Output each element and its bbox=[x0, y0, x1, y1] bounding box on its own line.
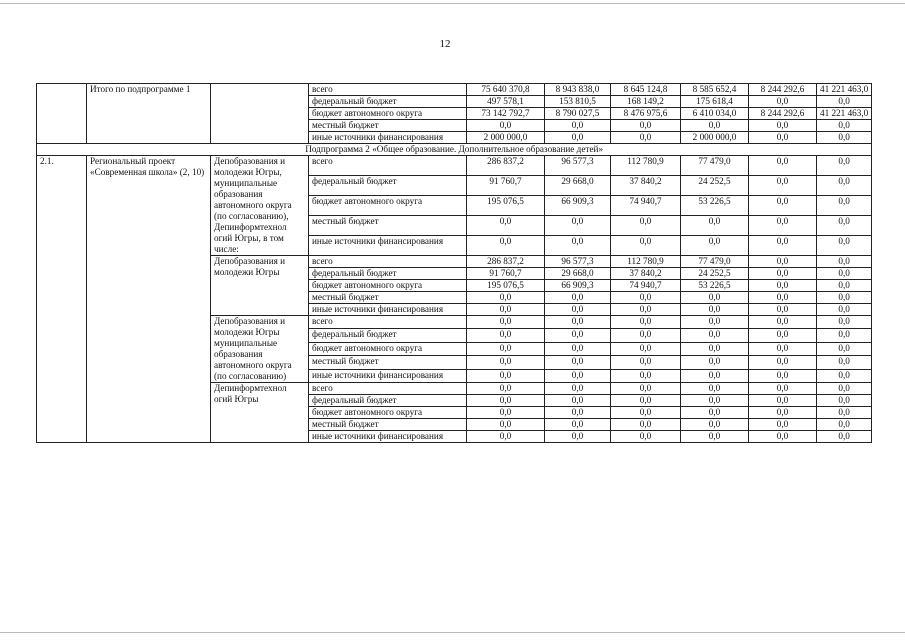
subprogram-title: Подпрограмма 2 «Общее образование. Дополнительное образование детей» bbox=[37, 144, 872, 156]
amount-cell: 0,0 bbox=[545, 316, 611, 329]
amount-cell: 6 410 034,0 bbox=[681, 108, 749, 120]
amount-cell: 0,0 bbox=[467, 369, 545, 382]
amount-cell: 0,0 bbox=[817, 256, 872, 268]
amount-cell: 0,0 bbox=[545, 132, 611, 144]
amount-cell: 0,0 bbox=[545, 383, 611, 395]
funding-source: иные источники финансирования bbox=[309, 304, 467, 316]
amount-cell: 0,0 bbox=[611, 316, 681, 329]
amount-cell: 0,0 bbox=[817, 120, 872, 132]
amount-cell: 73 142 792,7 bbox=[467, 108, 545, 120]
amount-cell: 0,0 bbox=[611, 383, 681, 395]
amount-cell: 37 840,2 bbox=[611, 176, 681, 196]
funding-source: федеральный бюджет bbox=[309, 96, 467, 108]
amount-cell: 8 476 975,6 bbox=[611, 108, 681, 120]
executor-cell bbox=[211, 84, 309, 144]
amount-cell: 41 221 463,0 bbox=[817, 108, 872, 120]
amount-cell: 0,0 bbox=[817, 419, 872, 431]
amount-cell: 0,0 bbox=[545, 356, 611, 369]
funding-source: бюджет автономного округа bbox=[309, 280, 467, 292]
amount-cell: 0,0 bbox=[817, 132, 872, 144]
amount-cell: 96 577,3 bbox=[545, 156, 611, 176]
amount-cell: 0,0 bbox=[681, 383, 749, 395]
table-row bbox=[37, 144, 872, 156]
amount-cell: 0,0 bbox=[817, 369, 872, 382]
amount-cell: 0,0 bbox=[817, 236, 872, 256]
amount-cell: 0,0 bbox=[611, 329, 681, 342]
amount-cell: 0,0 bbox=[681, 316, 749, 329]
funding-source: местный бюджет bbox=[309, 216, 467, 236]
amount-cell: 41 221 463,0 bbox=[817, 84, 872, 96]
amount-cell: 8 943 838,0 bbox=[545, 84, 611, 96]
amount-cell: 29 668,0 bbox=[545, 176, 611, 196]
amount-cell: 0,0 bbox=[749, 132, 817, 144]
amount-cell: 0,0 bbox=[681, 236, 749, 256]
amount-cell: 0,0 bbox=[749, 419, 817, 431]
page-number: 12 bbox=[439, 38, 451, 50]
amount-cell: 0,0 bbox=[467, 120, 545, 132]
funding-source: местный бюджет bbox=[309, 356, 467, 369]
amount-cell: 0,0 bbox=[545, 292, 611, 304]
amount-cell: 2 000 000,0 bbox=[467, 132, 545, 144]
amount-cell: 0,0 bbox=[681, 342, 749, 355]
amount-cell: 0,0 bbox=[817, 431, 872, 443]
amount-cell: 0,0 bbox=[749, 96, 817, 108]
funding-source: федеральный бюджет bbox=[309, 176, 467, 196]
amount-cell: 2 000 000,0 bbox=[681, 132, 749, 144]
amount-cell: 0,0 bbox=[545, 236, 611, 256]
amount-cell: 0,0 bbox=[681, 216, 749, 236]
amount-cell: 0,0 bbox=[749, 216, 817, 236]
project-name: Региональный проект «Современная школа» (2, 10) bbox=[87, 156, 211, 443]
amount-cell: 0,0 bbox=[749, 395, 817, 407]
amount-cell: 168 149,2 bbox=[611, 96, 681, 108]
amount-cell: 77 479,0 bbox=[681, 256, 749, 268]
funding-source: федеральный бюджет bbox=[309, 329, 467, 342]
amount-cell: 0,0 bbox=[749, 329, 817, 342]
amount-cell: 0,0 bbox=[749, 356, 817, 369]
amount-cell: 96 577,3 bbox=[545, 256, 611, 268]
amount-cell: 0,0 bbox=[817, 96, 872, 108]
amount-cell: 91 760,7 bbox=[467, 176, 545, 196]
executor-cell: Депобразования и молодежи Югры bbox=[211, 256, 309, 316]
executor-cell: Депобразования и молодежи Югры, муниципальные образования автономного округа (по согласованию), Депинформтехнол огий Югры, в том числе: bbox=[211, 156, 309, 256]
amount-cell: 0,0 bbox=[817, 407, 872, 419]
amount-cell: 0,0 bbox=[545, 329, 611, 342]
amount-cell: 24 252,5 bbox=[681, 268, 749, 280]
amount-cell: 0,0 bbox=[467, 316, 545, 329]
amount-cell: 0,0 bbox=[611, 120, 681, 132]
funding-source: иные источники финансирования bbox=[309, 236, 467, 256]
amount-cell: 0,0 bbox=[611, 356, 681, 369]
amount-cell: 0,0 bbox=[817, 196, 872, 216]
amount-cell: 53 226,5 bbox=[681, 280, 749, 292]
amount-cell: 0,0 bbox=[749, 196, 817, 216]
row-number bbox=[37, 84, 87, 144]
amount-cell: 0,0 bbox=[545, 431, 611, 443]
amount-cell: 0,0 bbox=[467, 216, 545, 236]
amount-cell: 0,0 bbox=[749, 292, 817, 304]
amount-cell: 153 810,5 bbox=[545, 96, 611, 108]
amount-cell: 8 585 652,4 bbox=[681, 84, 749, 96]
amount-cell: 0,0 bbox=[611, 304, 681, 316]
amount-cell: 29 668,0 bbox=[545, 268, 611, 280]
amount-cell: 0,0 bbox=[467, 329, 545, 342]
amount-cell: 286 837,2 bbox=[467, 156, 545, 176]
amount-cell: 195 076,5 bbox=[467, 196, 545, 216]
amount-cell: 0,0 bbox=[467, 383, 545, 395]
amount-cell: 0,0 bbox=[749, 383, 817, 395]
table-row bbox=[37, 156, 872, 176]
amount-cell: 0,0 bbox=[817, 268, 872, 280]
amount-cell: 0,0 bbox=[545, 395, 611, 407]
amount-cell: 0,0 bbox=[817, 383, 872, 395]
amount-cell: 0,0 bbox=[467, 395, 545, 407]
amount-cell: 195 076,5 bbox=[467, 280, 545, 292]
amount-cell: 0,0 bbox=[467, 419, 545, 431]
amount-cell: 0,0 bbox=[681, 292, 749, 304]
amount-cell: 66 909,3 bbox=[545, 280, 611, 292]
amount-cell: 0,0 bbox=[611, 395, 681, 407]
amount-cell: 0,0 bbox=[817, 329, 872, 342]
amount-cell: 0,0 bbox=[467, 236, 545, 256]
amount-cell: 0,0 bbox=[817, 176, 872, 196]
funding-source: бюджет автономного округа bbox=[309, 342, 467, 355]
executor-cell: Депинформтехнол огий Югры bbox=[211, 383, 309, 443]
amount-cell: 0,0 bbox=[749, 342, 817, 355]
amount-cell: 0,0 bbox=[611, 132, 681, 144]
amount-cell: 0,0 bbox=[817, 280, 872, 292]
funding-source: бюджет автономного округа bbox=[309, 407, 467, 419]
amount-cell: 0,0 bbox=[817, 216, 872, 236]
amount-cell: 0,0 bbox=[749, 268, 817, 280]
amount-cell: 0,0 bbox=[611, 431, 681, 443]
amount-cell: 0,0 bbox=[467, 431, 545, 443]
amount-cell: 0,0 bbox=[817, 356, 872, 369]
amount-cell: 286 837,2 bbox=[467, 256, 545, 268]
amount-cell: 0,0 bbox=[817, 395, 872, 407]
amount-cell: 0,0 bbox=[749, 156, 817, 176]
amount-cell: 0,0 bbox=[681, 120, 749, 132]
amount-cell: 0,0 bbox=[467, 342, 545, 355]
amount-cell: 0,0 bbox=[545, 120, 611, 132]
amount-cell: 0,0 bbox=[749, 304, 817, 316]
amount-cell: 0,0 bbox=[817, 342, 872, 355]
amount-cell: 0,0 bbox=[545, 304, 611, 316]
funding-source: всего bbox=[309, 156, 467, 176]
amount-cell: 8 645 124,8 bbox=[611, 84, 681, 96]
amount-cell: 0,0 bbox=[681, 356, 749, 369]
amount-cell: 0,0 bbox=[817, 304, 872, 316]
amount-cell: 0,0 bbox=[611, 292, 681, 304]
funding-source: всего bbox=[309, 383, 467, 395]
amount-cell: 0,0 bbox=[681, 431, 749, 443]
amount-cell: 0,0 bbox=[611, 407, 681, 419]
amount-cell: 53 226,5 bbox=[681, 196, 749, 216]
amount-cell: 0,0 bbox=[749, 236, 817, 256]
amount-cell: 0,0 bbox=[681, 419, 749, 431]
amount-cell: 0,0 bbox=[749, 407, 817, 419]
funding-source: местный бюджет bbox=[309, 292, 467, 304]
amount-cell: 0,0 bbox=[749, 280, 817, 292]
amount-cell: 77 479,0 bbox=[681, 156, 749, 176]
amount-cell: 0,0 bbox=[611, 419, 681, 431]
amount-cell: 0,0 bbox=[749, 120, 817, 132]
table-row bbox=[37, 84, 872, 96]
amount-cell: 0,0 bbox=[467, 407, 545, 419]
funding-source: бюджет автономного округа bbox=[309, 108, 467, 120]
amount-cell: 0,0 bbox=[749, 369, 817, 382]
funding-source: иные источники финансирования bbox=[309, 369, 467, 382]
amount-cell: 0,0 bbox=[467, 304, 545, 316]
amount-cell: 0,0 bbox=[611, 342, 681, 355]
amount-cell: 0,0 bbox=[749, 431, 817, 443]
amount-cell: 0,0 bbox=[681, 407, 749, 419]
funding-source: иные источники финансирования bbox=[309, 132, 467, 144]
amount-cell: 0,0 bbox=[749, 316, 817, 329]
amount-cell: 0,0 bbox=[611, 236, 681, 256]
amount-cell: 74 940,7 bbox=[611, 280, 681, 292]
funding-source: местный бюджет bbox=[309, 419, 467, 431]
executor-cell: Депобразования и молодежи Югры муниципальные образования автономного округа (по согласованию) bbox=[211, 316, 309, 383]
amount-cell: 91 760,7 bbox=[467, 268, 545, 280]
amount-cell: 0,0 bbox=[817, 156, 872, 176]
amount-cell: 0,0 bbox=[545, 369, 611, 382]
amount-cell: 8 244 292,6 bbox=[749, 84, 817, 96]
funding-source: федеральный бюджет bbox=[309, 395, 467, 407]
amount-cell: 0,0 bbox=[749, 176, 817, 196]
funding-source: всего bbox=[309, 316, 467, 329]
amount-cell: 0,0 bbox=[467, 292, 545, 304]
amount-cell: 0,0 bbox=[611, 216, 681, 236]
funding-source: федеральный бюджет bbox=[309, 268, 467, 280]
amount-cell: 0,0 bbox=[817, 292, 872, 304]
funding-source: местный бюджет bbox=[309, 120, 467, 132]
funding-source: всего bbox=[309, 84, 467, 96]
funding-source: иные источники финансирования bbox=[309, 431, 467, 443]
amount-cell: 0,0 bbox=[681, 304, 749, 316]
amount-cell: 0,0 bbox=[681, 395, 749, 407]
amount-cell: 0,0 bbox=[545, 419, 611, 431]
amount-cell: 0,0 bbox=[681, 329, 749, 342]
financing-table bbox=[36, 83, 872, 443]
amount-cell: 74 940,7 bbox=[611, 196, 681, 216]
amount-cell: 112 780,9 bbox=[611, 156, 681, 176]
amount-cell: 0,0 bbox=[467, 356, 545, 369]
funding-source: бюджет автономного округа bbox=[309, 196, 467, 216]
amount-cell: 0,0 bbox=[681, 369, 749, 382]
amount-cell: 112 780,9 bbox=[611, 256, 681, 268]
funding-source: всего bbox=[309, 256, 467, 268]
amount-cell: 0,0 bbox=[545, 342, 611, 355]
amount-cell: 0,0 bbox=[749, 256, 817, 268]
scan-edge-top bbox=[0, 3, 905, 4]
amount-cell: 497 578,1 bbox=[467, 96, 545, 108]
summary-label: Итого по подпрограмме 1 bbox=[87, 84, 211, 144]
amount-cell: 66 909,3 bbox=[545, 196, 611, 216]
amount-cell: 37 840,2 bbox=[611, 268, 681, 280]
project-number: 2.1. bbox=[37, 156, 87, 443]
amount-cell: 175 618,4 bbox=[681, 96, 749, 108]
amount-cell: 8 790 027,5 bbox=[545, 108, 611, 120]
amount-cell: 0,0 bbox=[545, 407, 611, 419]
scan-edge-bottom bbox=[0, 632, 905, 633]
amount-cell: 0,0 bbox=[817, 316, 872, 329]
amount-cell: 75 640 370,8 bbox=[467, 84, 545, 96]
amount-cell: 24 252,5 bbox=[681, 176, 749, 196]
amount-cell: 8 244 292,6 bbox=[749, 108, 817, 120]
amount-cell: 0,0 bbox=[611, 369, 681, 382]
amount-cell: 0,0 bbox=[545, 216, 611, 236]
